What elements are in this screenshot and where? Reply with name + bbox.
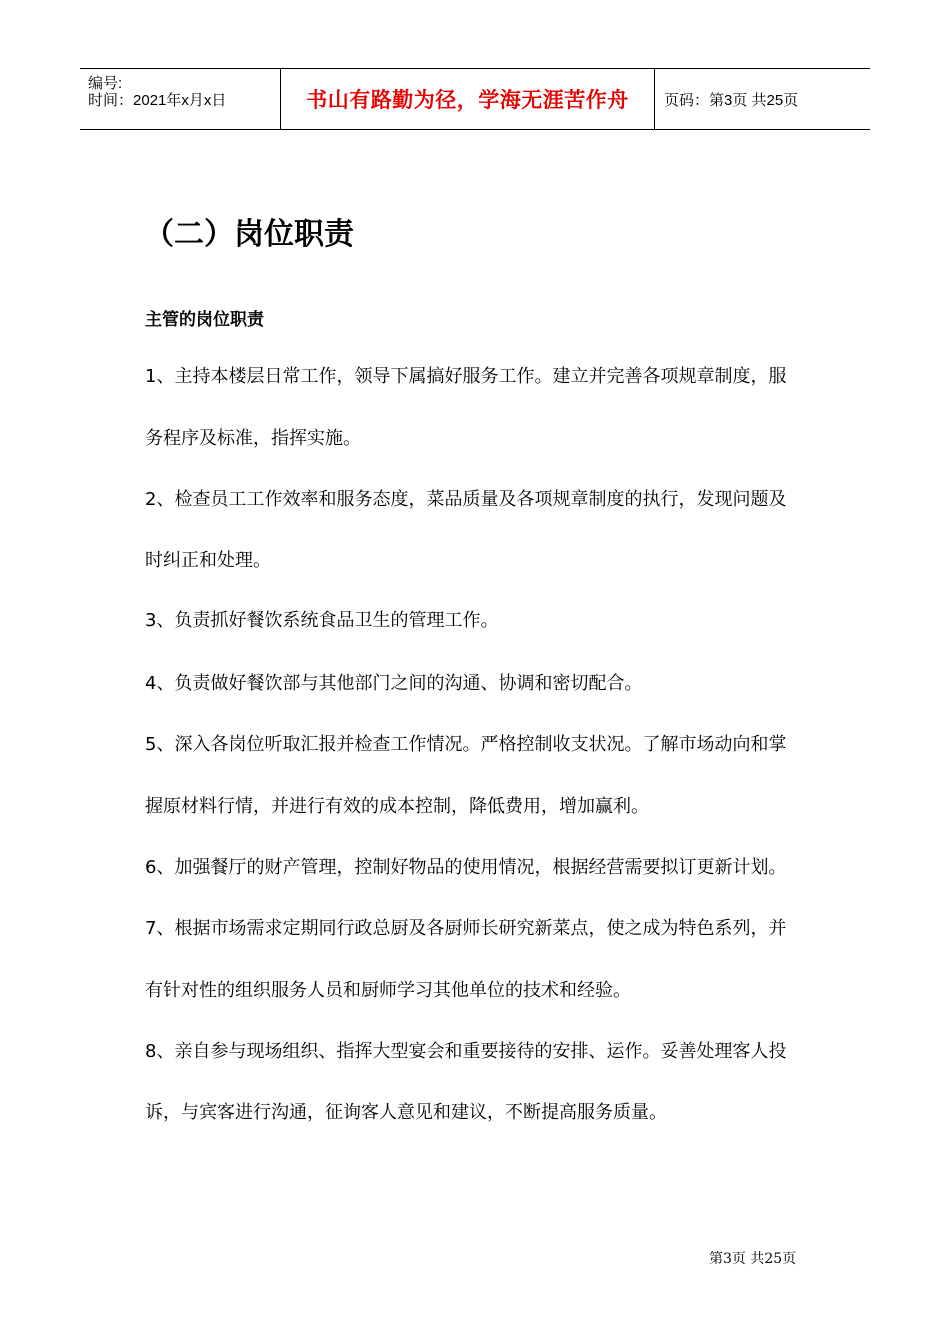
header-motto-cell xyxy=(281,69,655,129)
paragraph-line: 诉，与宾客进行沟通，征询客人意见和建议，不断提高服务质量。 xyxy=(145,1102,667,1123)
paragraph-line: 有针对性的组织服务人员和厨师学习其他单位的技术和经验。 xyxy=(145,980,631,1001)
paragraph-line: 4、负责做好餐饮部与其他部门之间的沟通、协调和密切配合。 xyxy=(145,673,643,694)
section-title: （二）岗位职责 xyxy=(144,217,354,252)
header-motto: 书山有路勤为径，学海无涯苦作舟 xyxy=(306,88,629,112)
subheading: 主管的岗位职责 xyxy=(145,310,264,330)
paragraph-line: 务程序及标准，指挥实施。 xyxy=(145,428,361,449)
paragraph-line: 握原材料行情，并进行有效的成本控制，降低费用，增加赢利。 xyxy=(145,796,649,817)
paragraph-line: 2、检查员工工作效率和服务态度，菜品质量及各项规章制度的执行，发现问题及 xyxy=(145,489,787,510)
paragraph-line: 8、亲自参与现场组织、指挥大型宴会和重要接待的安排、运作。妥善处理客人投 xyxy=(145,1041,787,1062)
page-footer: 第3页 共25页 xyxy=(709,1251,797,1267)
paragraph-line: 6、加强餐厅的财产管理，控制好物品的使用情况，根据经营需要拟订更新计划。 xyxy=(145,857,787,878)
document-header xyxy=(80,68,870,130)
paragraph-line: 3、负责抓好餐饮系统食品卫生的管理工作。 xyxy=(145,610,499,631)
document-number-label: 编号: xyxy=(88,75,123,92)
header-page-info: 页码：第3页 共25页 xyxy=(664,91,799,109)
header-meta-cell xyxy=(80,69,281,129)
document-date-label: 时间：2021年x月x日 xyxy=(88,92,227,109)
paragraph-line: 7、根据市场需求定期同行政总厨及各厨师长研究新菜点，使之成为特色系列，并 xyxy=(145,918,787,939)
paragraph-line: 5、深入各岗位听取汇报并检查工作情况。严格控制收支状况。了解市场动向和掌 xyxy=(145,734,787,755)
paragraph-line: 1、主持本楼层日常工作，领导下属搞好服务工作。建立并完善各项规章制度，服 xyxy=(145,366,787,387)
paragraph-line: 时纠正和处理。 xyxy=(145,550,271,571)
header-page-cell xyxy=(655,69,870,129)
